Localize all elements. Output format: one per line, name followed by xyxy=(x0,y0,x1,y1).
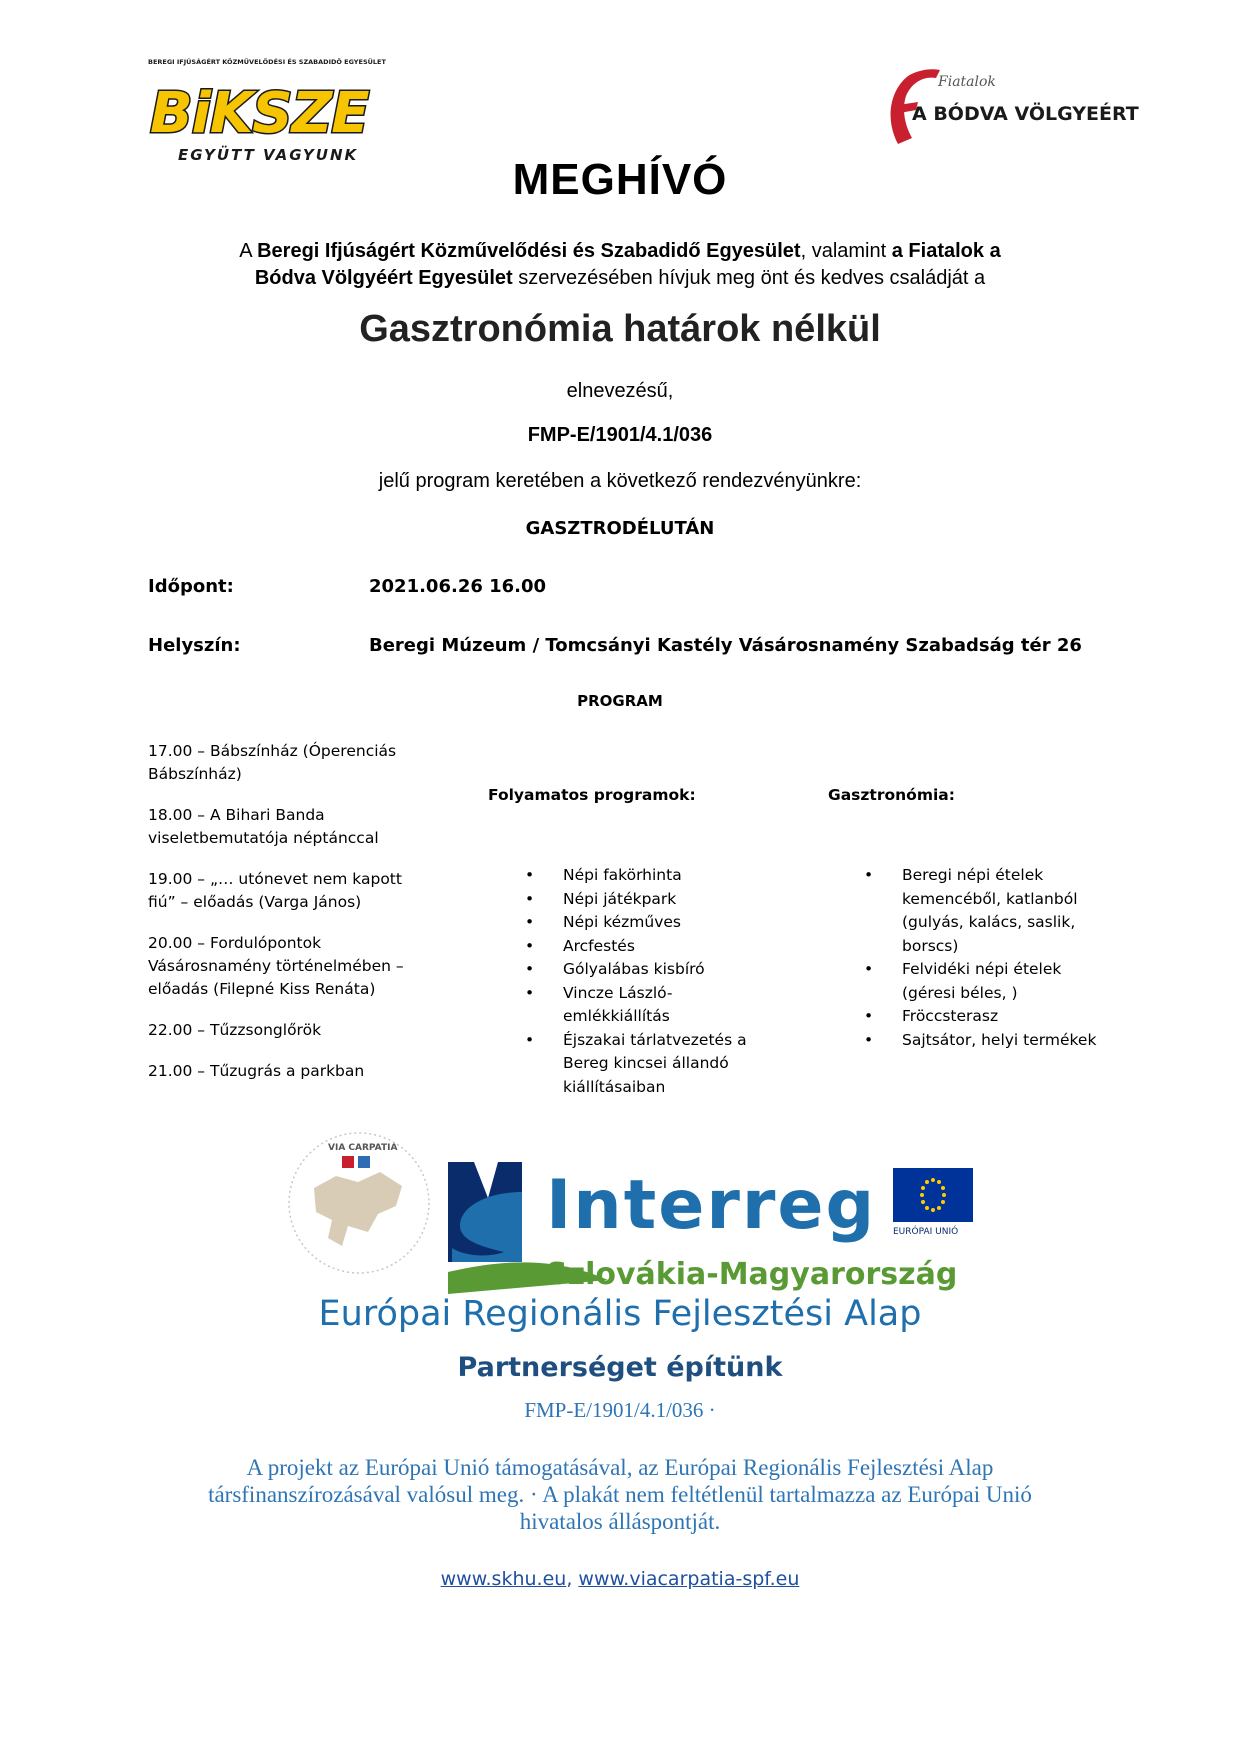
fiatalok-name: A BÓDVA VÖLGYEÉRT xyxy=(912,103,1139,125)
list-item: • Beregi népi ételek kemencéből, katlanból (gulyás, kalács, saslik, borscs) xyxy=(864,864,1104,958)
eu-label: EURÓPAI UNIÓ xyxy=(893,1227,959,1237)
via-carpatia-label: VIA CARPATIA xyxy=(328,1143,398,1153)
gastronomy-list xyxy=(864,864,1104,1052)
link-skhu[interactable]: www.skhu.eu xyxy=(440,1568,567,1590)
via-carpatia-logo xyxy=(284,1128,434,1278)
schedule-item: 19.00 – „… utónevet nem kapott fiú” – előadás (Varga János) xyxy=(148,870,402,911)
schedule-item: 22.00 – Tűzzsonglőrök xyxy=(148,1021,322,1039)
intro-line-1: A Beregi Ifjúságért Közművelődési és Szabadidő Egyesület, valamint a Fiatalok a xyxy=(239,240,1001,262)
project-code: FMP-E/1901/4.1/036 xyxy=(527,424,713,446)
event-subtitle: GASZTRODÉLUTÁN xyxy=(525,518,715,539)
interreg-region: Szlovákia-Magyarország xyxy=(546,1257,958,1292)
eu-flag-icon xyxy=(893,1168,973,1222)
fiatalok-script: Fiatalok xyxy=(938,74,996,90)
list-item: • Népi kézműves xyxy=(525,911,775,935)
schedule-item: 21.00 – Tűzugrás a parkban xyxy=(148,1062,365,1080)
list-item: • Arcfestés xyxy=(525,935,775,959)
fund-title: Európai Regionális Fejlesztési Alap xyxy=(318,1294,922,1334)
footer-project-code: FMP-E/1901/4.1/036 · xyxy=(524,1398,716,1422)
list-item: • Népi fakörhinta xyxy=(525,864,775,888)
disclaimer-text: A projekt az Európai Unió támogatásával, az Európai Regionális Fejlesztési Alap társfinanszírozásával valósul meg. · A plakát nem feltétlenül tartalmazza az Európai Unió hivatalos álláspontját. xyxy=(208,1455,1032,1534)
program-frame-text: jelű program keretében a következő rendezvényünkre: xyxy=(378,470,862,492)
interreg-logo xyxy=(448,1162,978,1294)
event-named: elnevezésű, xyxy=(566,380,674,402)
fiatalok-logo xyxy=(878,62,1139,152)
list-item: • Vincze László-emlékkiállítás xyxy=(525,982,775,1029)
footer-links: www.skhu.eu, www.viacarpatia-spf.eu xyxy=(440,1568,800,1590)
map-shape-icon xyxy=(314,1172,402,1246)
partnership-slogan: Partnerséget építünk xyxy=(457,1352,783,1383)
schedule-list xyxy=(148,740,428,1101)
schedule-item: 17.00 – Bábszínház (Óperenciás Bábszínház) xyxy=(148,742,397,783)
list-item: • Fröccsterasz xyxy=(864,1005,1104,1029)
interreg-name: Interreg xyxy=(546,1166,877,1245)
page-title: MEGHÍVÓ xyxy=(512,155,728,204)
list-item: • Éjszakai tárlatvezetés a Bereg kincsei állandó kiállításaiban xyxy=(525,1029,775,1100)
program-title: PROGRAM xyxy=(577,692,663,710)
biksze-name: BiKSZE xyxy=(150,81,369,146)
gastronomy-title: Gasztronómia: xyxy=(828,786,955,804)
place-value: Beregi Múzeum / Tomcsányi Kastély Vásárosnamény Szabadság tér 26 xyxy=(369,635,1082,656)
list-item: • Felvidéki népi ételek (géresi béles, ) xyxy=(864,958,1104,1005)
list-item: • Népi játékpark xyxy=(525,888,775,912)
biksze-tagline-top: BEREGI IFJÚSÁGÉRT KÖZMŰVELŐDÉSI ÉS SZABADIDŐ EGYESÜLET xyxy=(148,58,386,66)
event-name: Gasztronómia határok nélkül xyxy=(359,308,881,350)
list-item: • Sajtsátor, helyi termékek xyxy=(864,1029,1104,1053)
schedule-item: 18.00 – A Bihari Banda viseletbemutatója néptánccal xyxy=(148,806,379,847)
biksze-tagline-bottom: EGYÜTT VAGYUNK xyxy=(178,146,359,164)
intro-line-2: Bódva Völgyéért Egyesület szervezésében hívjuk meg önt és kedves családját a xyxy=(254,267,986,289)
place-label: Helyszín: xyxy=(148,635,241,656)
link-viacarpatia[interactable]: www.viacarpatia-spf.eu xyxy=(578,1568,800,1590)
continuous-programs-title: Folyamatos programok: xyxy=(488,786,696,804)
time-value: 2021.06.26 16.00 xyxy=(369,576,547,597)
biksze-logo xyxy=(140,52,410,170)
schedule-item: 20.00 – Fordulópontok Vásárosnamény történelmében – előadás (Filepné Kiss Renáta) xyxy=(148,934,404,998)
continuous-programs-list xyxy=(525,864,775,1099)
time-label: Időpont: xyxy=(148,576,234,597)
list-item: • Gólyalábas kisbíró xyxy=(525,958,775,982)
